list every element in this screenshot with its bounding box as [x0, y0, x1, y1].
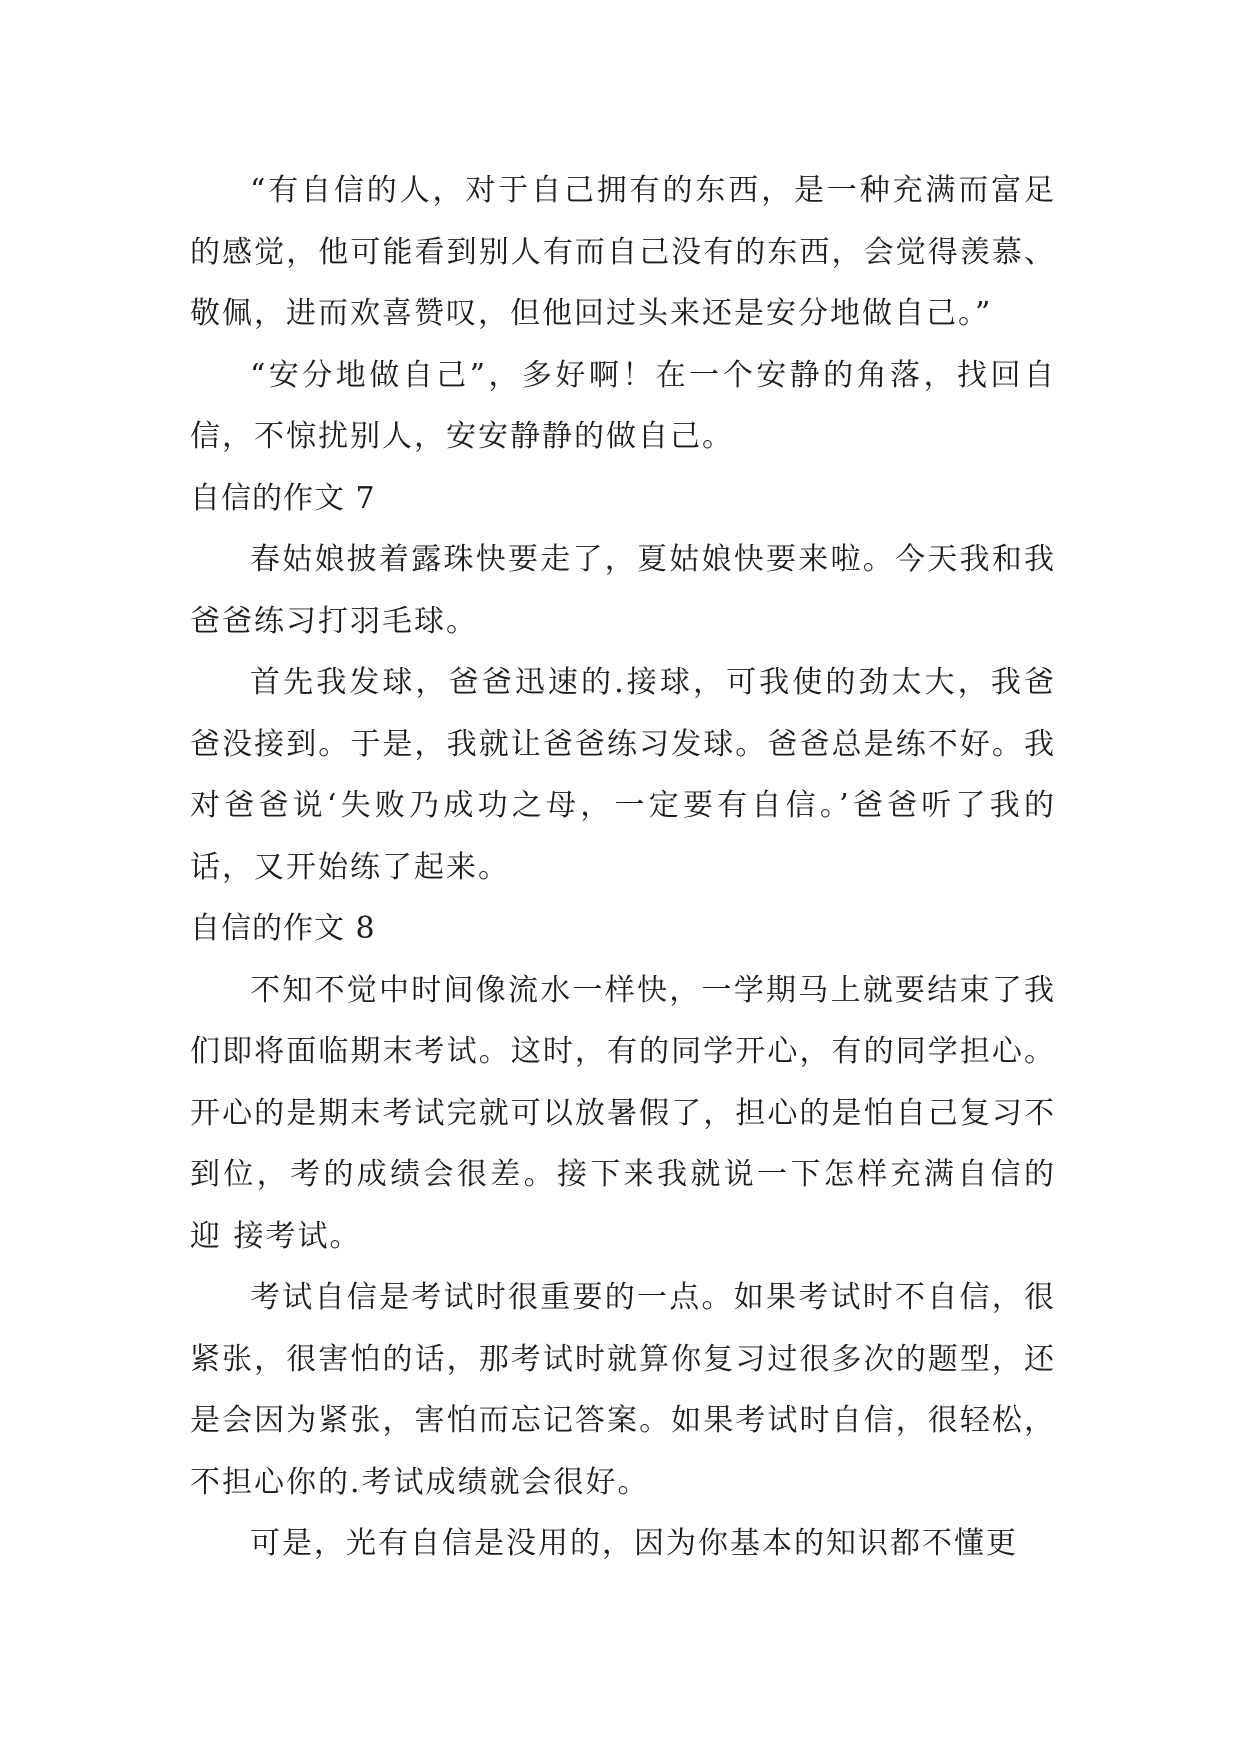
section-heading-7: 自信的作文 7 — [190, 480, 376, 516]
paragraph-6: 考试自信是考试时很重要的一点。如果考试时不自信，很紧张，很害怕的话，那考试时就算你复习过很多次的题型，还是会因为紧张，害怕而忘记答案。如果考试时自信，很轻松，不担心你的.考试成绩就会很好。 — [190, 1280, 1056, 1500]
paragraph-4: 首先我发球，爸爸迅速的.接球，可我使的劲太大，我爸爸没接到。于是，我就让爸爸练习发球。爸爸总是练不好。我对爸爸说‘失败乃成功之母，一定要有自信。’爸爸听了我的话，又开始练了起来。 — [190, 665, 1056, 885]
paragraph-7: 可是，光有自信是没用的，因为你基本的知识都不懂更 — [250, 1526, 1018, 1561]
section-heading-8: 自信的作文 8 — [190, 911, 376, 946]
paragraph-5: 不知不觉中时间像流水一样快，一学期马上就要结束了我们即将面临期末考试。这时，有的同学开心，有的同学担心。开心的是期末考试完就可以放暑假了，担心的是怕自己复习不到位，考的成绩会很差。接下来我就说一下怎样充满自信的 迎 接考试。 — [190, 972, 1056, 1254]
paragraph-2: “安分地做自己”，多好啊！在一个安静的角落，找回自信，不惊扰别人，安安静静的做自己。 — [190, 357, 1056, 454]
paragraph-1: “有自信的人，对于自己拥有的东西，是一种充满而富足的感觉，他可能看到别人有而自己没有的东西，会觉得羡慕、敬佩，进而欢喜赞叹，但他回过头来还是安分地做自己。” — [190, 173, 1056, 331]
document-page — [190, 160, 1056, 1575]
paragraph-3: 春姑娘披着露珠快要走了，夏姑娘快要来啦。今天我和我爸爸练习打羽毛球。 — [190, 542, 1056, 639]
